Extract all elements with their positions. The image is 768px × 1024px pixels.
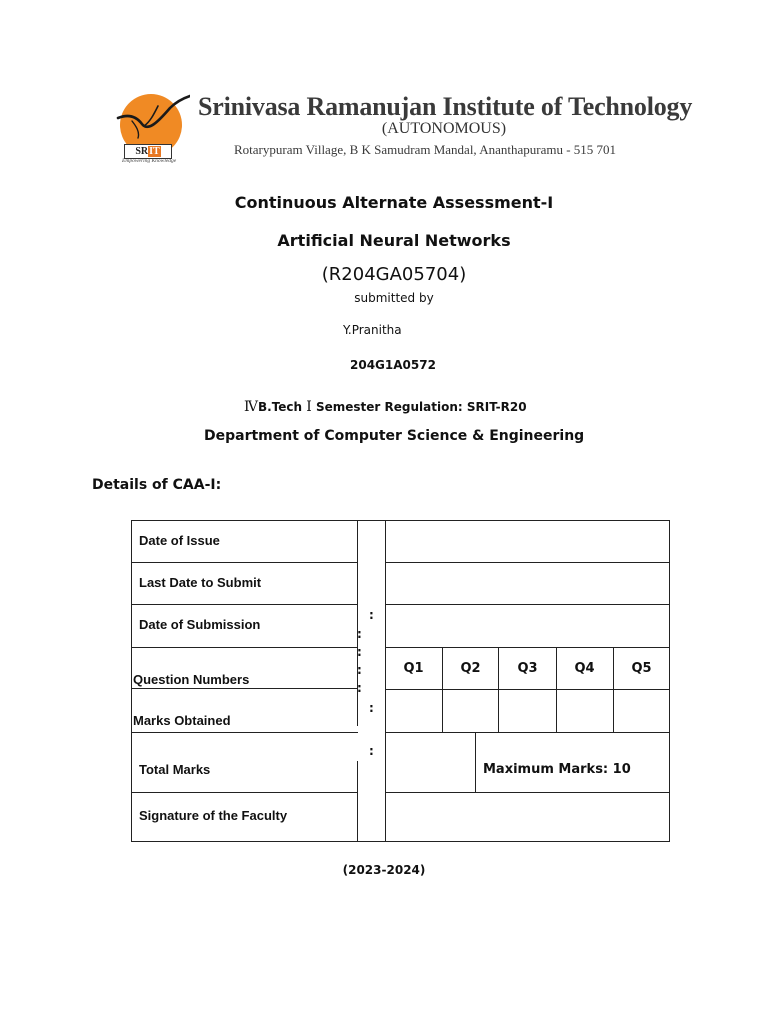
student-name: Y.Pranitha bbox=[343, 323, 402, 337]
institute-status: (AUTONOMOUS) bbox=[381, 120, 507, 137]
colon-separator: : bbox=[357, 681, 362, 695]
row-divider bbox=[131, 792, 358, 793]
program-semester-line bbox=[244, 399, 527, 415]
institute-name: Srinivasa Ramanujan Institute of Technology bbox=[198, 92, 693, 121]
colon-separator: : bbox=[369, 608, 374, 622]
row-divider bbox=[385, 792, 670, 793]
submitted-by-label: submitted by bbox=[354, 291, 434, 305]
row-divider bbox=[385, 647, 670, 648]
roll-number: 204G1A0572 bbox=[350, 358, 436, 372]
details-heading: Details of CAA-I: bbox=[92, 477, 222, 493]
question-header-q2: Q2 bbox=[460, 661, 481, 676]
logo-wordmark: SRIT bbox=[124, 144, 172, 159]
department-name: Department of Computer Science & Engineering bbox=[204, 428, 585, 444]
semester-regulation: Semester Regulation: SRIT-R20 bbox=[311, 400, 527, 414]
question-header-q4: Q4 bbox=[574, 661, 595, 676]
colon-separator: : bbox=[357, 645, 362, 659]
table-border-top bbox=[131, 520, 670, 521]
program-label: B.Tech bbox=[258, 400, 307, 414]
logo-tagline: Empowering Knowledge bbox=[122, 158, 177, 164]
question-header-q1: Q1 bbox=[403, 661, 424, 676]
maximum-marks: Maximum Marks: 10 bbox=[483, 762, 631, 777]
row-divider bbox=[385, 604, 670, 605]
question-column-divider bbox=[498, 647, 499, 733]
row-label-total-marks: Total Marks bbox=[139, 762, 211, 777]
row-label-question-numbers: Question Numbers bbox=[133, 672, 250, 687]
row-label-last-date: Last Date to Submit bbox=[139, 575, 262, 590]
row-label-date-of-submission: Date of Submission bbox=[139, 617, 261, 632]
details-table bbox=[131, 520, 670, 842]
course-code: (R204GA05704) bbox=[321, 264, 467, 285]
row-divider bbox=[131, 647, 358, 648]
row-divider bbox=[385, 732, 670, 733]
row-divider bbox=[131, 604, 358, 605]
colon-separator: : bbox=[369, 701, 374, 715]
semester-roman: Ⅰ bbox=[306, 399, 312, 415]
row-divider bbox=[385, 562, 670, 563]
row-label-date-of-issue: Date of Issue bbox=[139, 533, 220, 548]
label-column-divider bbox=[357, 520, 358, 726]
table-border-left bbox=[131, 520, 132, 842]
question-column-divider bbox=[442, 647, 443, 733]
table-border-right bbox=[669, 520, 670, 842]
academic-year: (2023-2024) bbox=[342, 863, 426, 877]
row-divider bbox=[131, 688, 358, 689]
colon-separator: : bbox=[357, 627, 362, 641]
subject-title: Artificial Neural Networks bbox=[277, 231, 511, 250]
year-roman: Ⅳ bbox=[244, 399, 258, 415]
question-column-divider bbox=[556, 647, 557, 733]
institute-address: Rotarypuram Village, B K Samudram Mandal, Ananthapuramu - 515 701 bbox=[234, 142, 617, 157]
row-label-marks-obtained: Marks Obtained bbox=[133, 713, 231, 728]
row-divider bbox=[131, 562, 358, 563]
row-divider bbox=[385, 689, 670, 690]
row-divider bbox=[131, 732, 358, 733]
question-header-q3: Q3 bbox=[517, 661, 538, 676]
colon-separator: : bbox=[369, 744, 374, 758]
total-marks-divider bbox=[475, 732, 476, 793]
label-column-divider-lower bbox=[357, 761, 358, 841]
assessment-title: Continuous Alternate Assessment-I bbox=[234, 193, 554, 212]
value-column-divider bbox=[385, 520, 386, 842]
colon-separator: : bbox=[357, 663, 362, 677]
row-label-signature: Signature of the Faculty bbox=[139, 808, 288, 823]
question-header-q5: Q5 bbox=[631, 661, 652, 676]
question-column-divider bbox=[613, 647, 614, 733]
table-border-bottom bbox=[131, 841, 670, 842]
